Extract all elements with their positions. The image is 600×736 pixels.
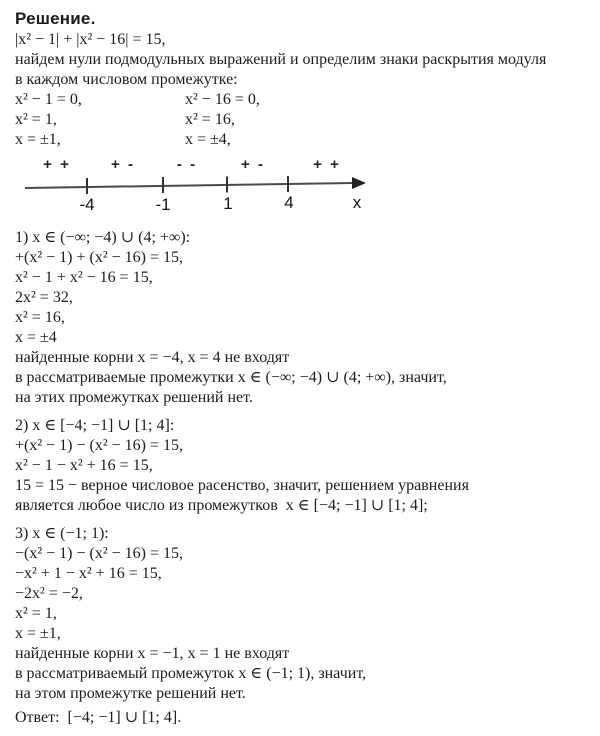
case-3-line-6: x = ±1,	[15, 625, 61, 642]
case-3-block	[15, 524, 590, 704]
zeros-row-2	[15, 110, 590, 130]
case-1-line-5: x² = 16,	[15, 309, 65, 326]
zeros-row-3	[15, 130, 590, 150]
answer-line: Ответ: [−4; −1] ∪ [1; 4].	[15, 709, 182, 726]
tick-label-minus-1: -1	[155, 195, 171, 214]
zeros-row-3-left: x = ±1,	[15, 131, 61, 148]
number-line-block	[15, 150, 590, 220]
intro-text-line-2: в каждом числовом промежутке:	[15, 71, 238, 88]
case-3-line-5: x² = 1,	[15, 605, 57, 622]
case-2-block	[15, 416, 590, 516]
sign-region-5: + +	[313, 156, 341, 173]
case-1-line-3: x² − 1 + x² − 16 = 15,	[15, 269, 153, 286]
case-3-line-7: найденные корни x = −1, x = 1 не входят	[15, 645, 290, 662]
case-3-line-1: 3) x ∈ (−1; 1):	[15, 525, 109, 542]
case-1-line-2: +(x² − 1) + (x² − 16) = 15,	[15, 249, 184, 266]
case-1-line-7: найденные корни x = −4, x = 4 не входят	[15, 349, 290, 366]
tick-label-4: 4	[284, 193, 294, 212]
zeros-row-3-right: x = ±4,	[185, 131, 231, 148]
main-equation: |x² − 1| + |x² − 16| = 15,	[15, 31, 166, 48]
zeros-row-1-right: x² − 16 = 0,	[185, 91, 260, 108]
case-2-line-1: 2) x ∈ [−4; −1] ∪ [1; 4]:	[15, 417, 175, 434]
case-2-line-3: x² − 1 − x² + 16 = 15,	[15, 457, 153, 474]
case-1-line-1: 1) x ∈ (−∞; −4) ∪ (4; +∞):	[15, 229, 191, 246]
solution-heading: Решение.	[15, 9, 96, 28]
case-2-line-4: 15 = 15 − верное числовое расенство, значит, решением уравнения	[15, 477, 469, 494]
case-3-line-2: −(x² − 1) − (x² − 16) = 15,	[15, 545, 184, 562]
zeros-row-2-left: x² = 1,	[15, 111, 57, 128]
axis-variable-label: x	[352, 193, 362, 212]
sign-region-3: - -	[176, 156, 198, 173]
zeros-row-1	[15, 90, 590, 110]
intro-text-line-1: найдем нули подмодульных выражений и определим знаки раскрытия модуля	[15, 51, 547, 68]
sign-region-4: + -	[241, 156, 265, 173]
tick-label-1: 1	[223, 194, 233, 213]
axis-arrowhead-icon	[352, 177, 366, 189]
case-1-line-8: в рассматриваемые промежутки x ∈ (−∞; −4) ∪ (4; +∞), значит,	[15, 369, 447, 386]
number-line-diagram	[0, 150, 600, 220]
axis-line	[25, 183, 353, 188]
case-1-line-6: x = ±4	[15, 329, 57, 346]
case-3-line-9: на этом промежутке решений нет.	[15, 685, 246, 702]
zeros-row-1-left: x² − 1 = 0,	[15, 91, 82, 108]
case-2-line-2: +(x² − 1) − (x² − 16) = 15,	[15, 437, 184, 454]
case-1-block	[15, 228, 590, 408]
sign-region-2: + -	[111, 156, 135, 173]
sign-region-1: + +	[43, 156, 71, 173]
case-3-line-3: −x² + 1 − x² + 16 = 15,	[15, 565, 162, 582]
case-3-line-4: −2x² = −2,	[15, 585, 83, 602]
case-1-line-9: на этих промежутках решений нет.	[15, 389, 253, 406]
case-2-line-5: является любое число из промежутков x ∈ [−4; −1] ∪ [1; 4];	[15, 497, 428, 514]
tick-label-minus-4: -4	[79, 195, 95, 214]
case-3-line-8: в рассматриваемый промежуток x ∈ (−1; 1), значит,	[15, 665, 367, 682]
zeros-row-2-right: x² = 16,	[185, 111, 235, 128]
case-1-line-4: 2x² = 32,	[15, 289, 73, 306]
